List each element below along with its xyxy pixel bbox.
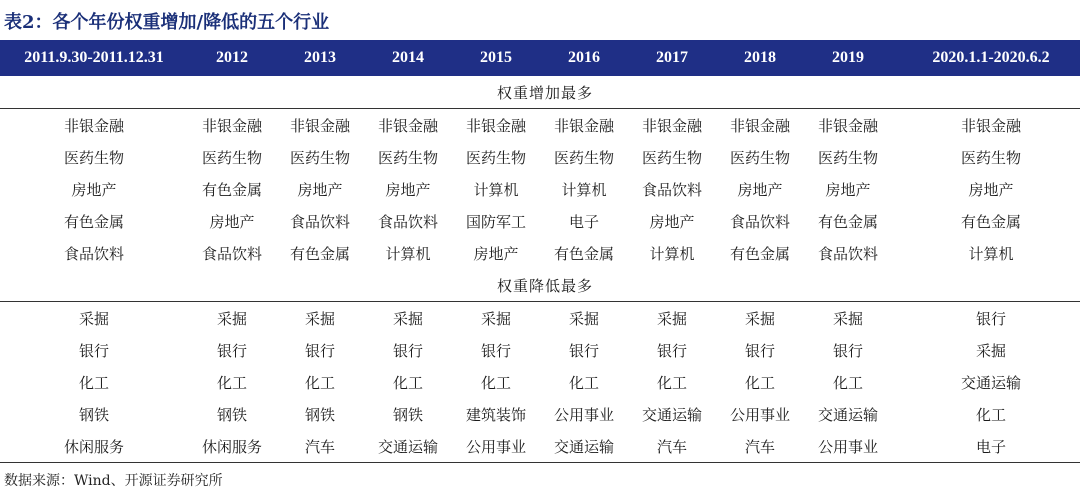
header-cell: 2012	[188, 40, 276, 76]
table-cell: 采掘	[540, 302, 628, 335]
table-cell: 采掘	[628, 302, 716, 335]
table-cell: 非银金融	[804, 109, 892, 142]
table-cell: 化工	[568, 373, 599, 392]
table-row	[0, 302, 1080, 335]
table-cell: 有色金属	[817, 212, 878, 231]
table-cell: 房地产	[209, 212, 255, 231]
table-cell: 汽车	[628, 430, 716, 463]
table-cell: 公用事业	[804, 430, 892, 463]
table-cell: 有色金属	[201, 180, 262, 199]
table-cell: 化工	[832, 373, 863, 392]
table-cell: 医药生物	[960, 148, 1021, 167]
table-cell: 房地产	[649, 212, 695, 231]
table-row	[0, 430, 1080, 463]
table-cell: 非银金融	[0, 109, 188, 142]
table-cell: 银行	[568, 341, 599, 360]
header-cell: 2020.1.1-2020.6.2	[892, 40, 1080, 76]
header-cell: 2018	[716, 40, 804, 76]
header-cell: 2019	[804, 40, 892, 76]
table-cell: 化工	[216, 373, 247, 392]
table-title: 表2：各个年份权重增加/降低的五个行业	[4, 12, 330, 33]
table-cell: 医药生物	[553, 148, 614, 167]
table-cell: 非银金融	[628, 109, 716, 142]
table-cell: 交通运输	[641, 405, 702, 424]
table-cell: 银行	[392, 341, 423, 360]
table-cell: 钢铁	[392, 405, 423, 424]
table-cell: 食品饮料	[289, 212, 350, 231]
table-cell: 食品饮料	[63, 244, 124, 263]
table-cell: 医药生物	[729, 148, 790, 167]
table-row	[0, 366, 1080, 398]
table-cell: 化工	[744, 373, 775, 392]
industry-weight-table	[0, 40, 1080, 463]
table-cell: 交通运输	[817, 405, 878, 424]
table-cell: 医药生物	[63, 148, 124, 167]
table-cell: 非银金融	[540, 109, 628, 142]
table-cell: 钢铁	[216, 405, 247, 424]
table-cell: 银行	[304, 341, 335, 360]
table-cell: 房地产	[385, 180, 431, 199]
header-cell: 2013	[276, 40, 364, 76]
source-note: 数据来源：Wind、开源证券研究所	[4, 473, 223, 489]
table-cell: 公用事业	[729, 405, 790, 424]
table-cell: 医药生物	[377, 148, 438, 167]
table-cell: 汽车	[276, 430, 364, 463]
table-cell: 化工	[78, 373, 109, 392]
table-cell: 有色金属	[63, 212, 124, 231]
table-cell: 采掘	[188, 302, 276, 335]
table-cell: 食品饮料	[201, 244, 262, 263]
table-cell: 采掘	[716, 302, 804, 335]
table-cell: 电子	[568, 212, 599, 231]
table-cell: 银行	[892, 302, 1080, 335]
table-cell: 采掘	[452, 302, 540, 335]
table-cell: 食品饮料	[641, 180, 702, 199]
table-cell: 医药生物	[817, 148, 878, 167]
table-cell: 化工	[304, 373, 335, 392]
table-cell: 汽车	[716, 430, 804, 463]
table-cell: 采掘	[975, 341, 1006, 360]
table-cell: 银行	[78, 341, 109, 360]
header-cell: 2017	[628, 40, 716, 76]
table-cell: 非银金融	[364, 109, 452, 142]
table-cell: 计算机	[561, 180, 607, 199]
table-cell: 有色金属	[960, 212, 1021, 231]
table-cell: 非银金融	[716, 109, 804, 142]
header-cell: 2016	[540, 40, 628, 76]
table-row	[0, 398, 1080, 430]
table-cell: 交通运输	[540, 430, 628, 463]
header-cell: 2014	[364, 40, 452, 76]
table-row	[0, 109, 1080, 142]
table-cell: 银行	[216, 341, 247, 360]
table-cell: 房地产	[297, 180, 343, 199]
header-row	[0, 40, 1080, 76]
table-cell: 银行	[832, 341, 863, 360]
header-cell: 2011.9.30-2011.12.31	[0, 40, 188, 76]
table-cell: 国防军工	[465, 212, 526, 231]
table-cell: 食品饮料	[377, 212, 438, 231]
table-cell: 电子	[892, 430, 1080, 463]
table-cell: 非银金融	[188, 109, 276, 142]
table-cell: 采掘	[0, 302, 188, 335]
table-cell: 房地产	[737, 180, 783, 199]
table-cell: 计算机	[649, 244, 695, 263]
table-cell: 采掘	[804, 302, 892, 335]
table-cell: 钢铁	[304, 405, 335, 424]
section-label: 权重降低最多	[496, 276, 593, 295]
table-cell: 休闲服务	[188, 430, 276, 463]
table-body	[0, 76, 1080, 463]
table-cell: 食品饮料	[729, 212, 790, 231]
table-cell: 公用事业	[553, 405, 614, 424]
table-cell: 医药生物	[289, 148, 350, 167]
table-cell: 有色金属	[729, 244, 790, 263]
table-cell: 房地产	[473, 244, 519, 263]
table-cell: 计算机	[473, 180, 519, 199]
table-cell: 化工	[392, 373, 423, 392]
table-cell: 化工	[656, 373, 687, 392]
table-cell: 计算机	[968, 244, 1014, 263]
table-cell: 休闲服务	[0, 430, 188, 463]
table-row	[0, 141, 1080, 173]
section-label: 权重增加最多	[496, 83, 593, 102]
table-row	[0, 205, 1080, 237]
table-cell: 建筑装饰	[465, 405, 526, 424]
table-cell: 房地产	[825, 180, 871, 199]
table-cell: 交通运输	[960, 373, 1021, 392]
table-cell: 房地产	[71, 180, 117, 199]
table-cell: 非银金融	[276, 109, 364, 142]
section-row	[0, 76, 1080, 109]
table-cell: 房地产	[968, 180, 1014, 199]
table-cell: 食品饮料	[817, 244, 878, 263]
table-cell: 化工	[480, 373, 511, 392]
table-row	[0, 334, 1080, 366]
table-row	[0, 173, 1080, 205]
section-row	[0, 269, 1080, 302]
table-cell: 采掘	[364, 302, 452, 335]
table-cell: 化工	[975, 405, 1006, 424]
table-cell: 公用事业	[452, 430, 540, 463]
table-cell: 银行	[744, 341, 775, 360]
table-cell: 银行	[480, 341, 511, 360]
table-row	[0, 237, 1080, 269]
table-cell: 非银金融	[452, 109, 540, 142]
header-cell: 2015	[452, 40, 540, 76]
table-cell: 医药生物	[465, 148, 526, 167]
table-cell: 采掘	[276, 302, 364, 335]
table-cell: 有色金属	[289, 244, 350, 263]
table-cell: 计算机	[385, 244, 431, 263]
table-cell: 钢铁	[78, 405, 109, 424]
table-cell: 银行	[656, 341, 687, 360]
table-cell: 有色金属	[553, 244, 614, 263]
table-cell: 交通运输	[364, 430, 452, 463]
table-cell: 医药生物	[201, 148, 262, 167]
table-cell: 医药生物	[641, 148, 702, 167]
table-cell: 非银金融	[892, 109, 1080, 142]
